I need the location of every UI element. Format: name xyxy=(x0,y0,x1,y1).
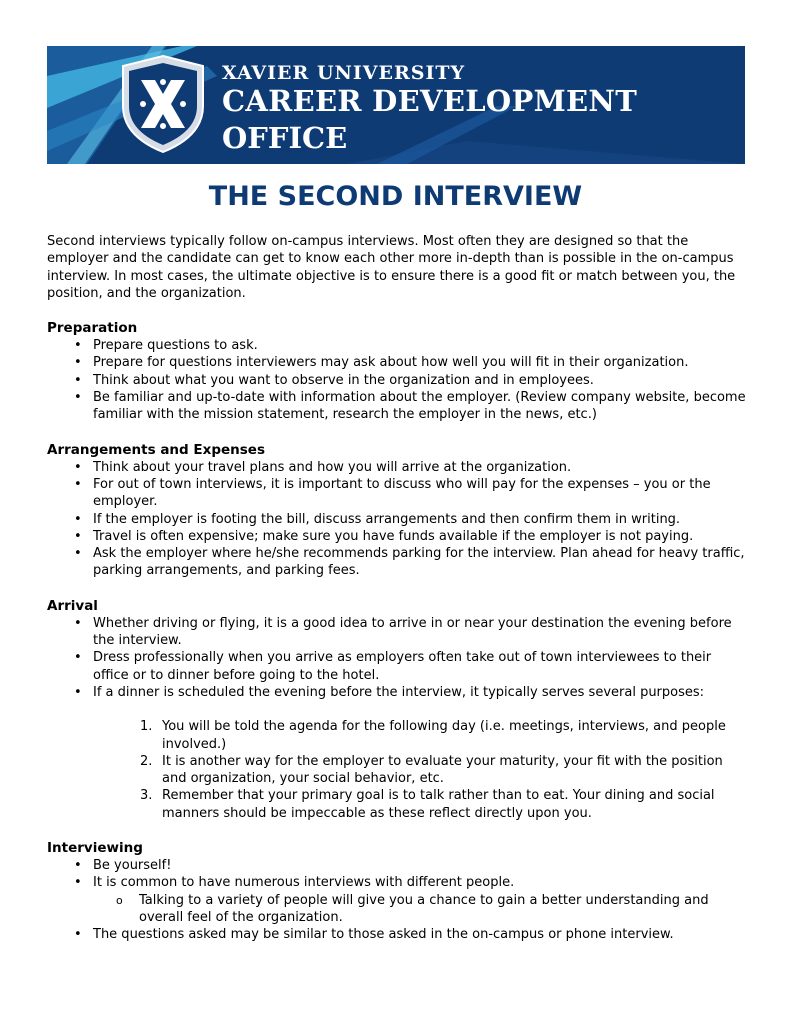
arrangements-list xyxy=(47,459,747,580)
list-item: • The questions asked may be similar to those asked in the on-campus or phone interview. xyxy=(93,926,747,943)
section-heading-arrival: Arrival xyxy=(47,597,98,614)
list-item: • Be familiar and up-to-date with information about the employer. (Review company website, become familiar with the mission statement, research the employer in the news, etc.) xyxy=(93,389,747,424)
page-title: THE SECOND INTERVIEW xyxy=(208,181,583,212)
xavier-shield-logo-icon xyxy=(119,54,207,154)
item-number: 1. xyxy=(140,719,153,735)
item-number: 2. xyxy=(140,753,153,769)
section-heading-interviewing: Interviewing xyxy=(47,840,143,857)
list-item: • Be yourself! xyxy=(93,857,747,874)
numbered-item-text: You will be told the agenda for the following day (i.e. meetings, interviews, and people involved.) xyxy=(162,719,726,752)
numbered-item-text: Remember that your primary goal is to talk rather than to eat. Your dining and social manners should be impeccable as these reflect directly upon you. xyxy=(162,788,715,821)
list-item: • Whether driving or flying, it is a good idea to arrive in or near your destination the evening before the interview. xyxy=(93,615,747,650)
list-item: • For out of town interviews, it is important to discuss who will pay for the expenses – you or the employer. xyxy=(93,476,747,511)
list-item xyxy=(93,684,747,822)
section-heading-arrangements: Arrangements and Expenses xyxy=(47,441,265,458)
sub-list-item: o Talking to a variety of people will give you a chance to gain a better understanding and overall feel of the organization. xyxy=(139,892,747,927)
office-name-line2: OFFICE xyxy=(222,121,348,155)
dinner-purposes-list xyxy=(93,718,747,822)
intro-paragraph: Second interviews typically follow on-campus interviews. Most often they are designed so that the employer and the candidate can get to know each other more in-depth than is possible in the on-campus interview. In most cases, the ultimate objective is to ensure there is a good fit or match between you, the position, and the organization. xyxy=(47,234,736,301)
list-item: • If the employer is footing the bill, discuss arrangements and then confirm them in writing. xyxy=(93,511,747,528)
interviewing-sub-list xyxy=(93,892,747,927)
list-item-text: It is common to have numerous interviews with different people. xyxy=(93,875,515,891)
list-item: • Ask the employer where he/she recommends parking for the interview. Plan ahead for heavy traffic, parking arrangements, and parking fees. xyxy=(93,545,747,580)
document-body xyxy=(47,233,747,961)
numbered-item xyxy=(140,753,747,788)
interviewing-list xyxy=(47,857,747,943)
university-name: XAVIER UNIVERSITY xyxy=(222,62,466,84)
list-item: • Think about your travel plans and how you will arrive at the organization. xyxy=(93,459,747,476)
list-item: • Prepare questions to ask. xyxy=(93,337,747,354)
preparation-list xyxy=(47,337,747,423)
numbered-item xyxy=(140,718,747,753)
numbered-item-text: It is another way for the employer to evaluate your maturity, your fit with the position and organization, your social behavior, etc. xyxy=(162,753,723,787)
list-item-text: If a dinner is scheduled the evening before the interview, it typically serves several purposes: xyxy=(93,684,705,700)
list-item: • Think about what you want to observe in the organization and in employees. xyxy=(93,372,747,389)
numbered-item xyxy=(140,787,747,822)
arrival-list xyxy=(47,615,747,822)
list-item: • Prepare for questions interviewers may ask about how well you will fit in their organization. xyxy=(93,354,747,371)
list-item xyxy=(93,874,747,926)
item-number: 3. xyxy=(140,788,153,804)
header-banner xyxy=(47,46,745,164)
section-heading-preparation: Preparation xyxy=(47,320,138,337)
list-item: • Travel is often expensive; make sure you have funds available if the employer is not paying. xyxy=(93,528,747,545)
office-name-line1: CAREER DEVELOPMENT xyxy=(222,84,638,118)
list-item: • Dress professionally when you arrive as employers often take out of town interviewees to their office or to dinner before going to the hotel. xyxy=(93,649,747,684)
